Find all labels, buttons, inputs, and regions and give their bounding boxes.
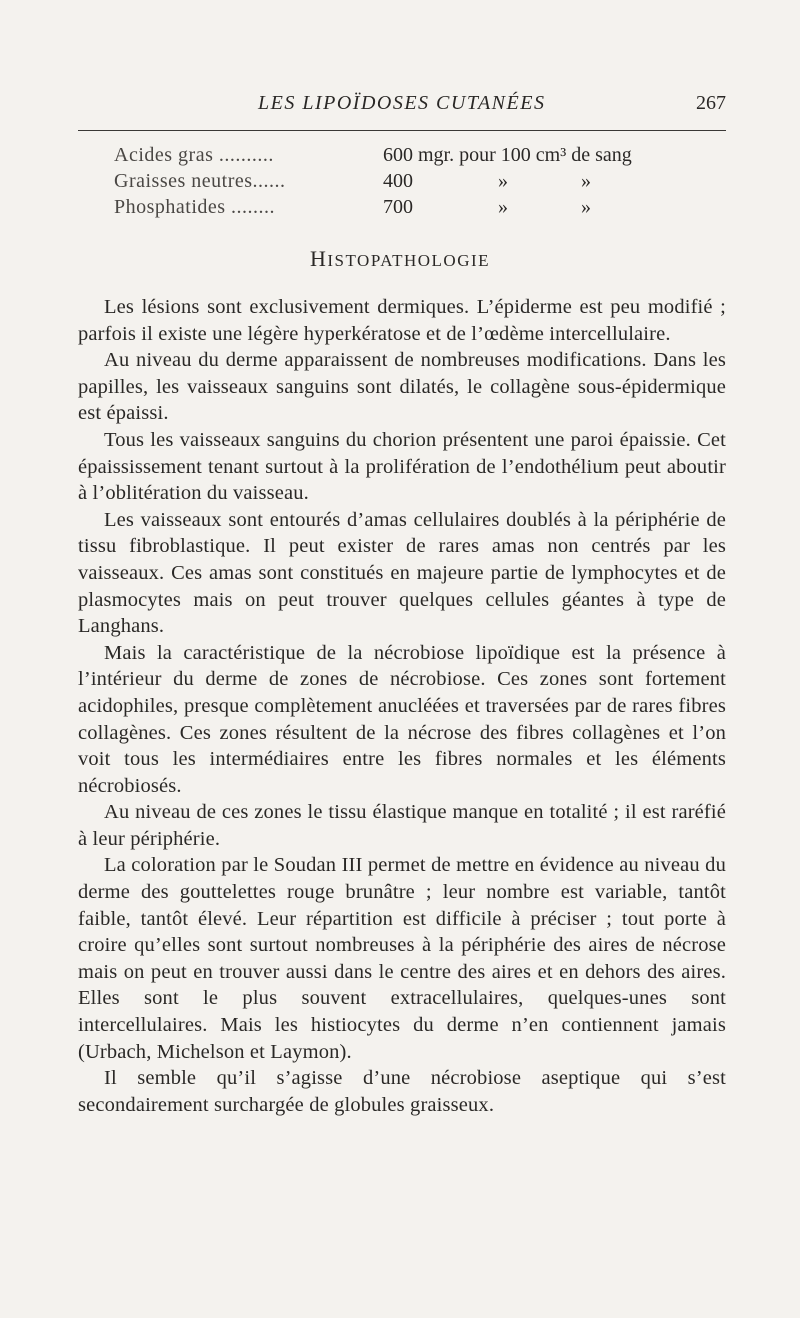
body-text [78,294,726,1118]
lipid-quantity: 700 [383,196,413,218]
lipid-name: Phosphatides ........ [114,196,276,218]
page-number: 267 [696,92,726,114]
paragraph: Tous les vaisseaux sanguins du chorion présentent une paroi épaissie. Cet épaississement tenant surtout à la prolifération de l’endothélium peut aboutir à l’oblitération du vaisseau. [78,428,726,505]
ditto-mark: » [581,196,591,218]
paragraph: Les vaisseaux sont entourés d’amas cellulaires doublés à la périphérie de tissu fibroblastique. Il peut exister de rares amas non centrés par les vaisseaux. Ces amas sont constitués en majeure partie de lymphocytes et de plasmocytes mais on peut trouver quelques cellules géantes à type de Langhans. [78,508,726,638]
running-header [0,92,800,122]
section-heading [0,246,800,272]
lipid-composition-table [114,142,714,220]
running-title: LES LIPOÏDOSES CUTANÉES [258,92,546,114]
lipid-name: Acides gras .......... [114,144,274,166]
table-row [114,168,714,194]
paragraph: Au niveau de ces zones le tissu élastique manque en totalité ; il est raréfié à leur périphérie. [78,801,726,850]
paragraph: La coloration par le Soudan III permet de mettre en évidence au niveau du derme des gouttelettes rouge brunâtre ; leur nombre est variable, tantôt faible, tantôt élevé. Leur répartition est difficile à préciser ; tout porte à croire qu’elles sont surtout nombreuses à la périphérie des aires de nécrose mais on peut en trouver aussi dans le centre des aires et en dehors des aires. Elles sont le plus souvent extracellulaires, quelques-unes sont intercellulaires. Mais les histiocytes du derme n’en contiennent jamais (Urbach, Michelson et Laymon). [78,854,726,1063]
lipid-quantity: 600 mgr. pour 100 cm³ de sang [383,144,632,166]
paragraph: Au niveau du derme apparaissent de nombreuses modifications. Dans les papilles, les vaisseaux sanguins sont dilatés, le collagène sous-épidermique est épaissi. [78,349,726,425]
paragraph: Mais la caractéristique de la nécrobiose lipoïdique est la présence à l’intérieur du derme de zones de nécrobiose. Ces zones sont fortement acidophiles, presque complètement anucléées et traversées par de rares fibres collagènes. Ces zones résultent de la nécrose des fibres collagènes et l’on voit tous les intermédiaires entre les fibres normales et les éléments nécrobiosés. [78,641,726,797]
section-heading-rest: ISTOPATHOLOGIE [327,251,491,270]
paragraph: Il semble qu’il s’agisse d’une nécrobiose aseptique qui s’est secondairement surchargée de globules graisseux. [78,1067,726,1116]
ditto-mark: » [581,170,591,192]
ditto-mark: » [498,196,508,218]
lipid-name: Graisses neutres...... [114,170,286,192]
section-heading-initial: H [309,246,328,271]
lipid-quantity: 400 [383,170,413,192]
table-row [114,142,714,168]
table-row [114,194,714,220]
paragraph: Les lésions sont exclusivement dermiques. L’épiderme est peu modifié ; parfois il existe une légère hyperkératose et de l’œdème intercellulaire. [78,296,726,345]
ditto-mark: » [498,170,508,192]
header-rule [78,130,726,131]
